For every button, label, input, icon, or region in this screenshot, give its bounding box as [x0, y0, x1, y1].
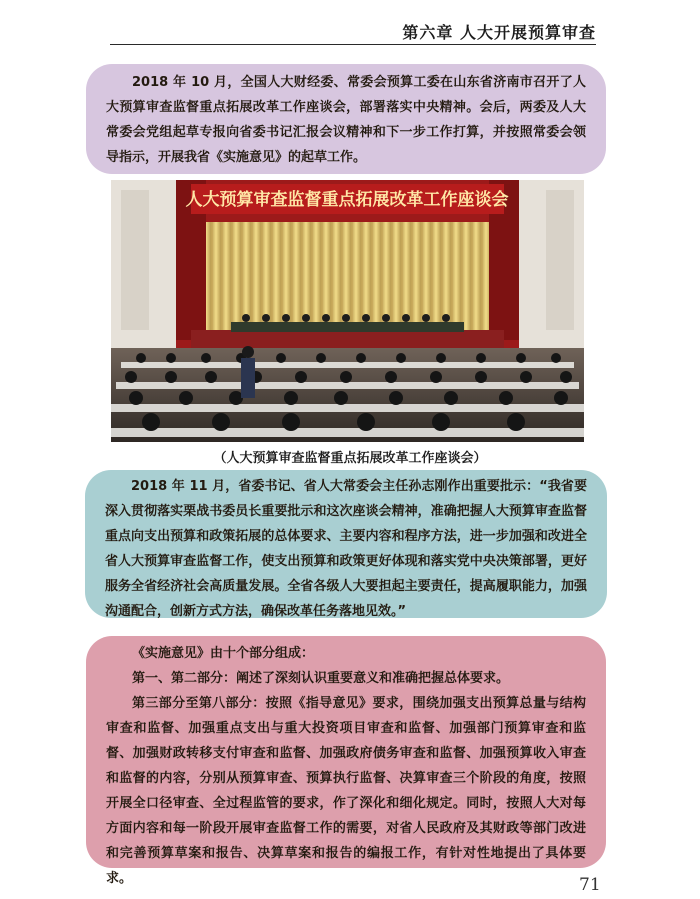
page-number: 71: [579, 875, 601, 895]
conference-photo: [111, 180, 584, 442]
structure-part1-2: 第一、第二部分：阐述了深刻认识重要意义和准确把握总体要求。: [132, 671, 510, 686]
intro-text-box: [86, 64, 606, 174]
structure-part3-8: 第三部分至第八部分：按照《指导意见》要求，围绕加强支出预算总量与结构审查和监督、加强重点支出与重大投资项目审查和监督、加强部门预算审查和监督、加强财政转移支付审查和监督、加强政府债务审查和监督、加强预算收入审查和监督的内容，分别从预算审查、预算执行监督、决算审查三个阶段的角度，按照开展全口径审查、全过程监管的要求，作了深化和细化规定。同时，按照人大对每方面内容和每一阶段开展审查监督工作的需要，对省人民政府及其财政等部门改进和完善预算草案和报告、决算草案和报告的编报工作，有针对性地提出了具体要求。: [106, 696, 586, 886]
intro-paragraph: 2018 年 10 月，全国人大财经委、常委会预算工委在山东省济南市召开了人大预算审查监督重点拓展改革工作座谈会，部署落实中央精神。会后，两委及人大常委会党组起草专报向省委书记汇报会议精神和下一步工作打算，并按照常委会领导指示，开展我省《实施意见》的起草工作。: [106, 75, 586, 165]
photo-caption: （人大预算审查监督重点拓展改革工作座谈会）: [213, 451, 487, 466]
structure-intro: 《实施意见》由十个部分组成：: [132, 646, 315, 661]
header-rule: [110, 44, 596, 45]
instruction-text-box: [85, 470, 607, 618]
banner-text: 人大预算审查监督重点拓展改革工作座谈会: [185, 190, 509, 210]
conference-hall-image: [111, 180, 584, 442]
instruction-paragraph: 2018 年 11 月，省委书记、省人大常委会主任孙志刚作出重要批示：“我省要深入贯彻落实栗战书委员长重要批示和这次座谈会精神，准确把握人大预算审查监督重点向支出预算和政策拓展的总体要求、主要内容和程序方法，进一步加强和改进全省人大预算审查监督工作，使支出预算和政策更好体现和落实党中央决策部署，更好服务全省经济社会高质量发展。全省各级人大要担起主要责任，提高履职能力，加强沟通配合，创新方式方法，确保改革任务落地见效。”: [105, 479, 587, 619]
chapter-title: 第六章 人大开展预算审查: [402, 23, 596, 42]
